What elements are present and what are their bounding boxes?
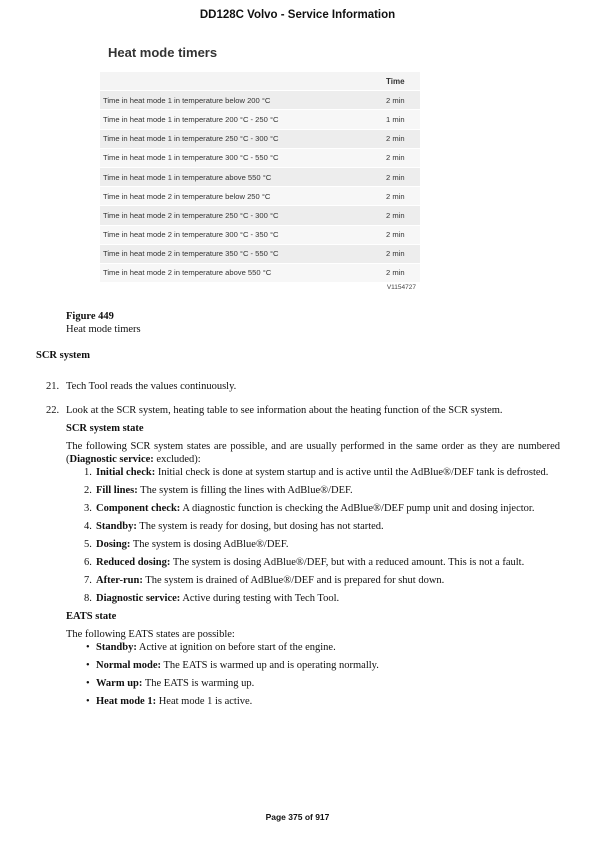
eats-state-item: • Normal mode: The EATS is warmed up and is operating normally. bbox=[86, 660, 379, 671]
table-cell-time: 2 min bbox=[386, 153, 405, 163]
page-header: DD128C Volvo - Service Information bbox=[199, 9, 396, 21]
table-row bbox=[100, 91, 420, 110]
eats-state-item: • Heat mode 1: Heat mode 1 is active. bbox=[86, 696, 253, 707]
table-cell-label: Time in heat mode 1 in temperature 200 °C - 250 °C bbox=[103, 114, 279, 124]
table-row bbox=[100, 264, 420, 283]
table-cell-label: Time in heat mode 2 in temperature below 250 °C bbox=[103, 191, 271, 201]
table-header-row bbox=[100, 72, 420, 91]
heat-mode-timers-table bbox=[100, 72, 420, 283]
procedure-steps bbox=[36, 380, 560, 719]
figure-id: V1154727 bbox=[386, 284, 416, 291]
eats-state-intro: The following EATS states are possible: bbox=[66, 629, 235, 640]
table-row bbox=[100, 110, 420, 129]
table-row bbox=[100, 149, 420, 168]
table-cell-label: Time in heat mode 1 in temperature below 200 °C bbox=[103, 95, 271, 105]
scr-state-item: 5. Dosing: The system is dosing AdBlue®/DEF. bbox=[84, 539, 289, 550]
table-row bbox=[100, 187, 420, 206]
table-cell-label: Time in heat mode 2 in temperature above 550 °C bbox=[103, 268, 272, 278]
figure-caption-text: Heat mode timers bbox=[66, 324, 141, 335]
step-item bbox=[36, 380, 560, 393]
scr-state-item: 8. Diagnostic service: Active during testing with Tech Tool. bbox=[84, 593, 340, 604]
scr-state-intro: The following SCR system states are possible, and are usually performed in the same order as they are numbered (Diagnostic service: excluded): bbox=[66, 441, 560, 465]
table-cell-time: 2 min bbox=[386, 134, 405, 144]
scr-state-item: 1. Initial check: Initial check is done at system startup and is active until the AdBlue®/DEF tank is defrosted. bbox=[84, 467, 549, 478]
scr-state-item: 7. After-run: The system is drained of AdBlue®/DEF and is prepared for shut down. bbox=[84, 575, 445, 586]
heat-mode-timers-figure bbox=[96, 40, 420, 296]
table-row bbox=[100, 206, 420, 225]
scr-state-item: 4. Standby: The system is ready for dosing, but dosing has not started. bbox=[84, 521, 384, 532]
scr-state-item: 6. Reduced dosing: The system is dosing AdBlue®/DEF, but with a reduced amount. This is not a fault. bbox=[84, 557, 525, 568]
table-cell-label: Time in heat mode 1 in temperature 250 °C - 300 °C bbox=[103, 134, 279, 144]
step-item bbox=[36, 404, 560, 708]
table-cell-time: 2 min bbox=[386, 191, 405, 201]
eats-state-item: • Warm up: The EATS is warming up. bbox=[86, 678, 255, 689]
scr-state-heading: SCR system state bbox=[66, 423, 144, 434]
eats-state-item: • Standby: Active at ignition on before start of the engine. bbox=[86, 642, 336, 653]
figure-title: Heat mode timers bbox=[108, 45, 218, 60]
table-row bbox=[100, 168, 420, 187]
table-cell-time: 2 min bbox=[386, 268, 405, 278]
table-cell-label: Time in heat mode 2 in temperature 250 °C - 300 °C bbox=[103, 210, 279, 220]
bullet-icon: • bbox=[86, 678, 90, 689]
section-title: SCR system bbox=[36, 350, 90, 361]
step-number: 21. bbox=[46, 381, 60, 392]
table-header-time: Time bbox=[386, 76, 405, 86]
table-row bbox=[100, 226, 420, 245]
table-cell-time: 1 min bbox=[386, 114, 405, 124]
table-cell-time: 2 min bbox=[386, 210, 405, 220]
step-number: 22. bbox=[46, 405, 60, 416]
scr-state-item: 2. Fill lines: The system is filling the lines with AdBlue®/DEF. bbox=[84, 485, 353, 496]
table-cell-label: Time in heat mode 2 in temperature 300 °C - 350 °C bbox=[103, 230, 279, 240]
table-row bbox=[100, 245, 420, 264]
table-cell-time: 2 min bbox=[386, 172, 405, 182]
bullet-icon: • bbox=[86, 642, 90, 653]
table-cell-label: Time in heat mode 1 in temperature above 550 °C bbox=[103, 172, 272, 182]
table-row bbox=[100, 130, 420, 149]
table-cell-label: Time in heat mode 2 in temperature 350 °C - 550 °C bbox=[103, 249, 279, 259]
eats-state-heading: EATS state bbox=[66, 611, 117, 622]
table-cell-time: 2 min bbox=[386, 230, 405, 240]
table-cell-time: 2 min bbox=[386, 95, 405, 105]
scr-state-item: 3. Component check: A diagnostic function is checking the AdBlue®/DEF pump unit and dosing injector. bbox=[84, 503, 535, 514]
figure-caption bbox=[66, 310, 141, 336]
step-text: Tech Tool reads the values continuously. bbox=[66, 381, 237, 392]
bullet-icon: • bbox=[86, 660, 90, 671]
figure-caption-label: Figure 449 bbox=[66, 311, 114, 322]
bullet-icon: • bbox=[86, 696, 90, 707]
table-cell-label: Time in heat mode 1 in temperature 300 °C - 550 °C bbox=[103, 153, 279, 163]
table-cell-time: 2 min bbox=[386, 249, 405, 259]
page-footer: Page 375 of 917 bbox=[265, 812, 330, 822]
step-text: Look at the SCR system, heating table to see information about the heating function of the SCR system. bbox=[66, 405, 503, 416]
